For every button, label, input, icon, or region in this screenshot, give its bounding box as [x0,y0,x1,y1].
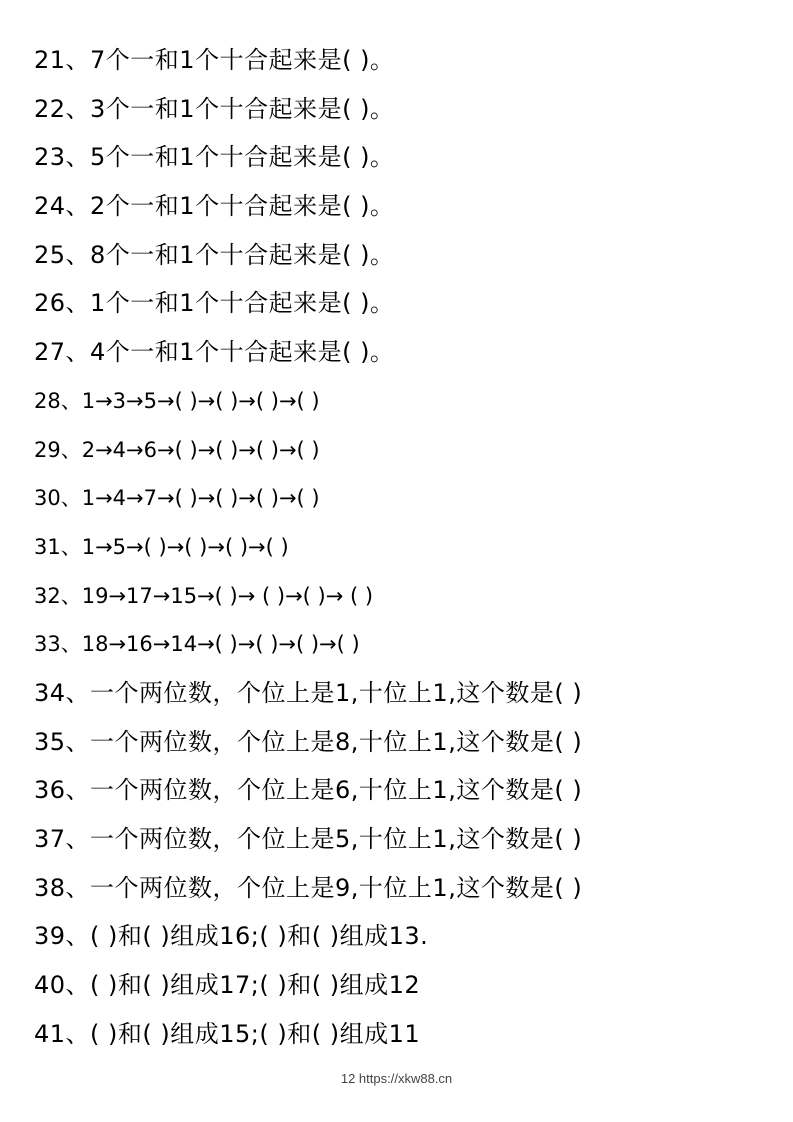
question-40: 40、( )和( )组成17;( )和( )组成12 [34,971,421,1000]
question-26: 26、1个一和1个十合起来是( )。 [34,289,395,318]
question-32: 32、19→17→15→( )→ ( )→( )→ ( ) [34,583,374,608]
question-36: 36、一个两位数，个位上是6,十位上1,这个数是( ) [34,776,583,805]
question-23: 23、5个一和1个十合起来是( )。 [34,143,395,172]
page-footer: 12 https://xkw88.cn [340,1071,453,1086]
question-35: 35、一个两位数，个位上是8,十位上1,这个数是( ) [34,727,583,756]
question-34: 34、一个两位数，个位上是1,十位上1,这个数是( ) [34,678,583,707]
question-39: 39、( )和( )组成16;( )和( )组成13. [34,922,429,951]
question-30: 30、1→4→7→( )→( )→( )→( ) [34,486,320,511]
question-31: 31、1→5→( )→( )→( )→( ) [34,534,289,559]
question-41: 41、( )和( )组成15;( )和( )组成11 [34,1019,421,1048]
question-22: 22、3个一和1个十合起来是( )。 [34,94,395,123]
question-28: 28、1→3→5→( )→( )→( )→( ) [34,388,320,413]
question-21: 21、7个一和1个十合起来是( )。 [34,46,395,74]
question-33: 33、18→16→14→( )→( )→( )→( ) [34,632,360,657]
question-25: 25、8个一和1个十合起来是( )。 [34,240,395,269]
question-24: 24、2个一和1个十合起来是( )。 [34,192,395,221]
question-27: 27、4个一和1个十合起来是( )。 [34,338,395,367]
worksheet [34,36,774,1058]
question-38: 38、一个两位数，个位上是9,十位上1,这个数是( ) [34,873,583,902]
question-29: 29、2→4→6→( )→( )→( )→( ) [34,437,320,462]
question-37: 37、一个两位数，个位上是5,十位上1,这个数是( ) [34,825,583,853]
